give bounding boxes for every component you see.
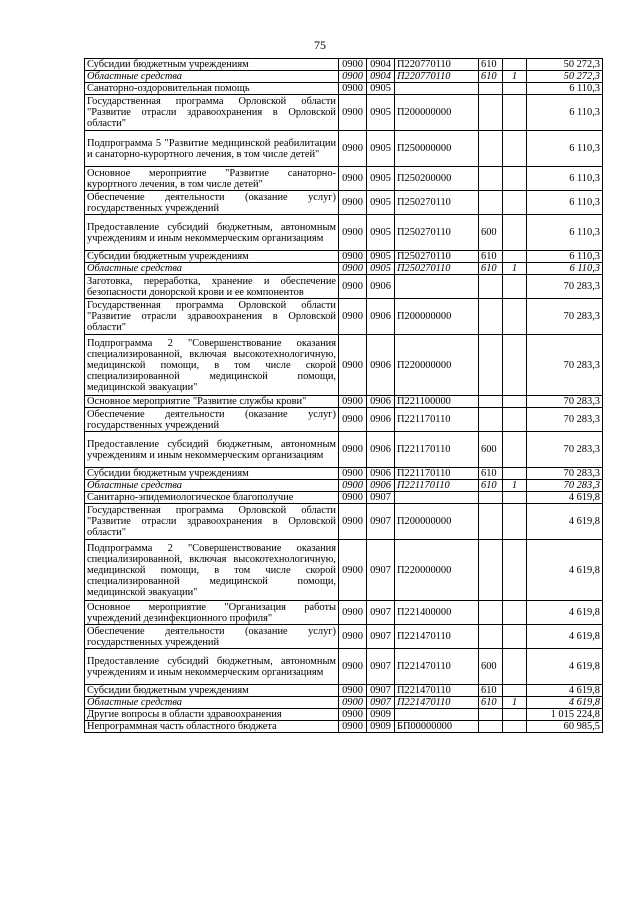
target-article-cell: П221170110 — [395, 468, 479, 480]
amount-cell: 6 110,3 — [527, 131, 603, 167]
item-name-cell: Основное мероприятие "Организация работы учреждений дезинфекционного профиля" — [85, 601, 339, 625]
subsection-code-cell: 0907 — [367, 685, 395, 697]
funding-source-cell: 1 — [503, 697, 527, 709]
item-name-cell: Обеспечение деятельности (оказание услуг) государственных учреждений — [85, 625, 339, 649]
item-name-cell: Субсидии бюджетным учреждениям — [85, 251, 339, 263]
funding-source-cell — [503, 59, 527, 71]
amount-cell: 4 619,8 — [527, 601, 603, 625]
funding-source-cell — [503, 432, 527, 468]
subsection-code-cell: 0907 — [367, 625, 395, 649]
subsection-code-cell: 0906 — [367, 480, 395, 492]
funding-source-cell — [503, 685, 527, 697]
section-code-cell: 0900 — [339, 480, 367, 492]
funding-source-cell: 1 — [503, 71, 527, 83]
item-name-cell: Предоставление субсидий бюджетным, автономным учреждениям и иным некоммерческим организациям — [85, 215, 339, 251]
table-row — [85, 685, 603, 697]
section-code-cell: 0900 — [339, 697, 367, 709]
funding-source-cell: 1 — [503, 480, 527, 492]
section-code-cell: 0900 — [339, 709, 367, 721]
table-row — [85, 408, 603, 432]
target-article-cell — [395, 709, 479, 721]
target-article-cell: П221470110 — [395, 697, 479, 709]
item-name-cell: Предоставление субсидий бюджетным, автономным учреждениям и иным некоммерческим организациям — [85, 432, 339, 468]
target-article-cell: П221100000 — [395, 396, 479, 408]
funding-source-cell — [503, 83, 527, 95]
table-row — [85, 299, 603, 335]
expense-type-cell — [479, 408, 503, 432]
section-code-cell: 0900 — [339, 167, 367, 191]
item-name-cell: Санаторно-оздоровительная помощь — [85, 83, 339, 95]
section-code-cell: 0900 — [339, 131, 367, 167]
section-code-cell: 0900 — [339, 721, 367, 733]
subsection-code-cell: 0905 — [367, 167, 395, 191]
target-article-cell: П221470110 — [395, 685, 479, 697]
funding-source-cell — [503, 275, 527, 299]
target-article-cell: П250000000 — [395, 131, 479, 167]
expense-type-cell: 610 — [479, 59, 503, 71]
funding-source-cell — [503, 709, 527, 721]
table-row — [85, 167, 603, 191]
target-article-cell: П200000000 — [395, 95, 479, 131]
target-article-cell: П200000000 — [395, 299, 479, 335]
amount-cell: 60 985,5 — [527, 721, 603, 733]
amount-cell: 6 110,3 — [527, 215, 603, 251]
expense-type-cell — [479, 335, 503, 396]
section-code-cell: 0900 — [339, 335, 367, 396]
expense-type-cell — [479, 540, 503, 601]
section-code-cell: 0900 — [339, 191, 367, 215]
expense-type-cell — [479, 492, 503, 504]
target-article-cell — [395, 492, 479, 504]
amount-cell: 70 283,3 — [527, 396, 603, 408]
item-name-cell: Обеспечение деятельности (оказание услуг) государственных учреждений — [85, 191, 339, 215]
table-row — [85, 601, 603, 625]
funding-source-cell — [503, 299, 527, 335]
table-row — [85, 432, 603, 468]
item-name-cell: Подпрограмма 5 "Развитие медицинской реабилитации и санаторно-курортного лечения, в том числе детей" — [85, 131, 339, 167]
subsection-code-cell: 0907 — [367, 649, 395, 685]
expense-type-cell — [479, 721, 503, 733]
item-name-cell: Предоставление субсидий бюджетным, автономным учреждениям и иным некоммерческим организациям — [85, 649, 339, 685]
subsection-code-cell: 0905 — [367, 263, 395, 275]
funding-source-cell: 1 — [503, 263, 527, 275]
item-name-cell: Субсидии бюджетным учреждениям — [85, 468, 339, 480]
table-row — [85, 480, 603, 492]
item-name-cell: Подпрограмма 2 "Совершенствование оказания специализированной, включая высокотехнологичную, медицинской помощи, в том числе скорой специализированной медицинской помощи, медицинской эвакуации" — [85, 540, 339, 601]
item-name-cell: Санитарно-эпидемиологическое благополучие — [85, 492, 339, 504]
target-article-cell: П220770110 — [395, 59, 479, 71]
subsection-code-cell: 0906 — [367, 396, 395, 408]
target-article-cell: П250200000 — [395, 167, 479, 191]
expense-type-cell — [479, 504, 503, 540]
item-name-cell: Другие вопросы в области здравоохранения — [85, 709, 339, 721]
funding-source-cell — [503, 601, 527, 625]
item-name-cell: Основное мероприятие "Развитие службы крови" — [85, 396, 339, 408]
amount-cell: 4 619,8 — [527, 685, 603, 697]
expense-type-cell: 610 — [479, 251, 503, 263]
amount-cell: 6 110,3 — [527, 191, 603, 215]
subsection-code-cell: 0906 — [367, 335, 395, 396]
funding-source-cell — [503, 649, 527, 685]
table-row — [85, 540, 603, 601]
table-row — [85, 275, 603, 299]
table-row — [85, 468, 603, 480]
table-row — [85, 131, 603, 167]
target-article-cell: П250270110 — [395, 251, 479, 263]
item-name-cell: Областные средства — [85, 263, 339, 275]
table-row — [85, 396, 603, 408]
section-code-cell: 0900 — [339, 59, 367, 71]
table-row — [85, 709, 603, 721]
funding-source-cell — [503, 167, 527, 191]
budget-sheet — [84, 58, 602, 733]
item-name-cell: Государственная программа Орловской области "Развитие отрасли здравоохранения в Орловской области" — [85, 504, 339, 540]
table-row — [85, 492, 603, 504]
section-code-cell: 0900 — [339, 601, 367, 625]
subsection-code-cell: 0904 — [367, 59, 395, 71]
item-name-cell: Непрограммная часть областного бюджета — [85, 721, 339, 733]
funding-source-cell — [503, 251, 527, 263]
subsection-code-cell: 0909 — [367, 721, 395, 733]
target-article-cell: П250270110 — [395, 263, 479, 275]
target-article-cell: П200000000 — [395, 504, 479, 540]
section-code-cell: 0900 — [339, 649, 367, 685]
amount-cell: 6 110,3 — [527, 251, 603, 263]
amount-cell: 70 283,3 — [527, 275, 603, 299]
amount-cell: 50 272,3 — [527, 71, 603, 83]
table-row — [85, 59, 603, 71]
expense-type-cell — [479, 625, 503, 649]
expense-type-cell — [479, 191, 503, 215]
section-code-cell: 0900 — [339, 263, 367, 275]
target-article-cell: П221170110 — [395, 432, 479, 468]
expense-type-cell: 610 — [479, 263, 503, 275]
item-name-cell: Государственная программа Орловской области "Развитие отрасли здравоохранения в Орловской области" — [85, 95, 339, 131]
target-article-cell: БП00000000 — [395, 721, 479, 733]
subsection-code-cell: 0905 — [367, 95, 395, 131]
expense-type-cell — [479, 131, 503, 167]
amount-cell: 4 619,8 — [527, 492, 603, 504]
item-name-cell: Субсидии бюджетным учреждениям — [85, 685, 339, 697]
target-article-cell: П250270110 — [395, 215, 479, 251]
item-name-cell: Субсидии бюджетным учреждениям — [85, 59, 339, 71]
item-name-cell: Подпрограмма 2 "Совершенствование оказания специализированной, включая высокотехнологичную, медицинской помощи, в том числе скорой специализированной медицинской помощи, медицинской эвакуации" — [85, 335, 339, 396]
target-article-cell: П221170110 — [395, 480, 479, 492]
amount-cell: 1 015 224,8 — [527, 709, 603, 721]
target-article-cell — [395, 83, 479, 95]
amount-cell: 50 272,3 — [527, 59, 603, 71]
subsection-code-cell: 0906 — [367, 299, 395, 335]
target-article-cell: П250270110 — [395, 191, 479, 215]
funding-source-cell — [503, 540, 527, 601]
amount-cell: 70 283,3 — [527, 299, 603, 335]
expense-type-cell — [479, 396, 503, 408]
item-name-cell: Областные средства — [85, 697, 339, 709]
target-article-cell: П221400000 — [395, 601, 479, 625]
table-row — [85, 504, 603, 540]
section-code-cell: 0900 — [339, 215, 367, 251]
budget-allocation-table — [84, 58, 603, 733]
section-code-cell: 0900 — [339, 251, 367, 263]
funding-source-cell — [503, 625, 527, 649]
item-name-cell: Государственная программа Орловской области "Развитие отрасли здравоохранения в Орловской области" — [85, 299, 339, 335]
table-row — [85, 649, 603, 685]
section-code-cell: 0900 — [339, 396, 367, 408]
target-article-cell: П220770110 — [395, 71, 479, 83]
expense-type-cell — [479, 95, 503, 131]
section-code-cell: 0900 — [339, 95, 367, 131]
amount-cell: 6 110,3 — [527, 167, 603, 191]
amount-cell: 4 619,8 — [527, 540, 603, 601]
table-row — [85, 215, 603, 251]
amount-cell: 70 283,3 — [527, 480, 603, 492]
expense-type-cell — [479, 601, 503, 625]
subsection-code-cell: 0909 — [367, 709, 395, 721]
section-code-cell: 0900 — [339, 625, 367, 649]
item-name-cell: Заготовка, переработка, хранение и обеспечение безопасности донорской крови и ее компонентов — [85, 275, 339, 299]
section-code-cell: 0900 — [339, 492, 367, 504]
amount-cell: 4 619,8 — [527, 504, 603, 540]
table-row — [85, 721, 603, 733]
amount-cell: 70 283,3 — [527, 432, 603, 468]
subsection-code-cell: 0907 — [367, 540, 395, 601]
funding-source-cell — [503, 215, 527, 251]
expense-type-cell: 610 — [479, 468, 503, 480]
amount-cell: 4 619,8 — [527, 697, 603, 709]
subsection-code-cell: 0905 — [367, 215, 395, 251]
amount-cell: 6 110,3 — [527, 95, 603, 131]
funding-source-cell — [503, 95, 527, 131]
amount-cell: 6 110,3 — [527, 83, 603, 95]
section-code-cell: 0900 — [339, 504, 367, 540]
table-row — [85, 83, 603, 95]
expense-type-cell — [479, 275, 503, 299]
expense-type-cell — [479, 167, 503, 191]
section-code-cell: 0900 — [339, 83, 367, 95]
funding-source-cell — [503, 492, 527, 504]
target-article-cell — [395, 275, 479, 299]
item-name-cell: Обеспечение деятельности (оказание услуг) государственных учреждений — [85, 408, 339, 432]
target-article-cell: П221470110 — [395, 649, 479, 685]
funding-source-cell — [503, 408, 527, 432]
table-row — [85, 625, 603, 649]
amount-cell: 4 619,8 — [527, 625, 603, 649]
expense-type-cell — [479, 709, 503, 721]
table-row — [85, 697, 603, 709]
subsection-code-cell: 0905 — [367, 251, 395, 263]
subsection-code-cell: 0907 — [367, 697, 395, 709]
target-article-cell: П220000000 — [395, 540, 479, 601]
subsection-code-cell: 0905 — [367, 83, 395, 95]
amount-cell: 70 283,3 — [527, 468, 603, 480]
subsection-code-cell: 0906 — [367, 468, 395, 480]
section-code-cell: 0900 — [339, 685, 367, 697]
subsection-code-cell: 0906 — [367, 408, 395, 432]
expense-type-cell: 600 — [479, 649, 503, 685]
expense-type-cell: 600 — [479, 432, 503, 468]
subsection-code-cell: 0905 — [367, 191, 395, 215]
expense-type-cell: 610 — [479, 71, 503, 83]
table-row — [85, 71, 603, 83]
expense-type-cell: 610 — [479, 685, 503, 697]
funding-source-cell — [503, 396, 527, 408]
section-code-cell: 0900 — [339, 468, 367, 480]
target-article-cell: П221170110 — [395, 408, 479, 432]
target-article-cell: П220000000 — [395, 335, 479, 396]
section-code-cell: 0900 — [339, 71, 367, 83]
section-code-cell: 0900 — [339, 408, 367, 432]
amount-cell: 4 619,8 — [527, 649, 603, 685]
expense-type-cell: 600 — [479, 215, 503, 251]
expense-type-cell: 610 — [479, 480, 503, 492]
funding-source-cell — [503, 131, 527, 167]
table-body — [85, 59, 603, 733]
page-number: 75 — [314, 38, 326, 52]
item-name-cell: Областные средства — [85, 71, 339, 83]
funding-source-cell — [503, 468, 527, 480]
subsection-code-cell: 0907 — [367, 492, 395, 504]
amount-cell: 70 283,3 — [527, 408, 603, 432]
expense-type-cell: 610 — [479, 697, 503, 709]
amount-cell: 6 110,3 — [527, 263, 603, 275]
funding-source-cell — [503, 721, 527, 733]
table-row — [85, 263, 603, 275]
subsection-code-cell: 0906 — [367, 275, 395, 299]
amount-cell: 70 283,3 — [527, 335, 603, 396]
section-code-cell: 0900 — [339, 432, 367, 468]
funding-source-cell — [503, 191, 527, 215]
section-code-cell: 0900 — [339, 275, 367, 299]
section-code-cell: 0900 — [339, 540, 367, 601]
item-name-cell: Основное мероприятие "Развитие санаторно-курортного лечения, в том числе детей" — [85, 167, 339, 191]
section-code-cell: 0900 — [339, 299, 367, 335]
subsection-code-cell: 0906 — [367, 432, 395, 468]
subsection-code-cell: 0904 — [367, 71, 395, 83]
item-name-cell: Областные средства — [85, 480, 339, 492]
table-row — [85, 95, 603, 131]
expense-type-cell — [479, 299, 503, 335]
table-row — [85, 191, 603, 215]
subsection-code-cell: 0907 — [367, 601, 395, 625]
target-article-cell: П221470110 — [395, 625, 479, 649]
subsection-code-cell: 0907 — [367, 504, 395, 540]
table-row — [85, 335, 603, 396]
funding-source-cell — [503, 335, 527, 396]
funding-source-cell — [503, 504, 527, 540]
subsection-code-cell: 0905 — [367, 131, 395, 167]
table-row — [85, 251, 603, 263]
expense-type-cell — [479, 83, 503, 95]
